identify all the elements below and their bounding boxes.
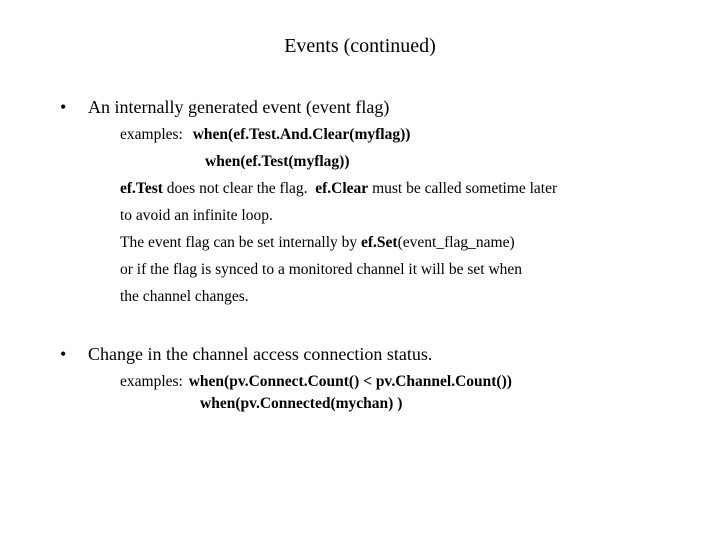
code-example: when(ef.Test(myflag)) <box>205 153 350 170</box>
code-keyword: ef.Set <box>361 234 398 251</box>
bullet-2-examples-line-2 <box>200 394 402 414</box>
bullet-1-examples-line-2 <box>205 152 350 172</box>
bullet-1-line-5 <box>120 233 515 253</box>
examples-label: examples: <box>120 126 183 143</box>
bullet-1 <box>60 96 389 118</box>
bullet-2-text: Change in the channel access connection status. <box>88 344 433 364</box>
body-text: The event flag can be set internally by <box>120 234 362 251</box>
body-text: (event_flag_name) <box>397 234 515 251</box>
bullet-1-examples-line-1 <box>120 125 410 145</box>
code-example: when(pv.Connect.Count() < pv.Channel.Count()) <box>188 373 512 390</box>
bullet-2 <box>60 343 432 365</box>
body-text: must be called sometime later <box>368 180 558 197</box>
bullet-2-examples-line-1 <box>120 372 512 392</box>
code-keyword: ef.Clear <box>315 180 369 197</box>
code-keyword: ef.Test <box>120 180 163 197</box>
bullet-dot: • <box>60 97 67 117</box>
bullet-1-line-3 <box>120 179 557 199</box>
code-example: when(pv.Connected(mychan) ) <box>200 395 403 412</box>
bullet-1-line-4: to avoid an infinite loop. <box>120 207 273 224</box>
examples-label: examples: <box>120 373 183 390</box>
bullet-1-text: An internally generated event (event flag) <box>88 97 390 117</box>
slide-title: Events (continued) <box>284 35 436 57</box>
code-example: when(ef.Test.And.Clear(myflag)) <box>192 126 411 143</box>
bullet-1-line-6: or if the flag is synced to a monitored channel it will be set when <box>120 261 523 278</box>
bullet-dot: • <box>60 344 67 364</box>
body-text: does not clear the flag. <box>162 180 316 197</box>
bullet-1-line-7: the channel changes. <box>120 288 249 305</box>
